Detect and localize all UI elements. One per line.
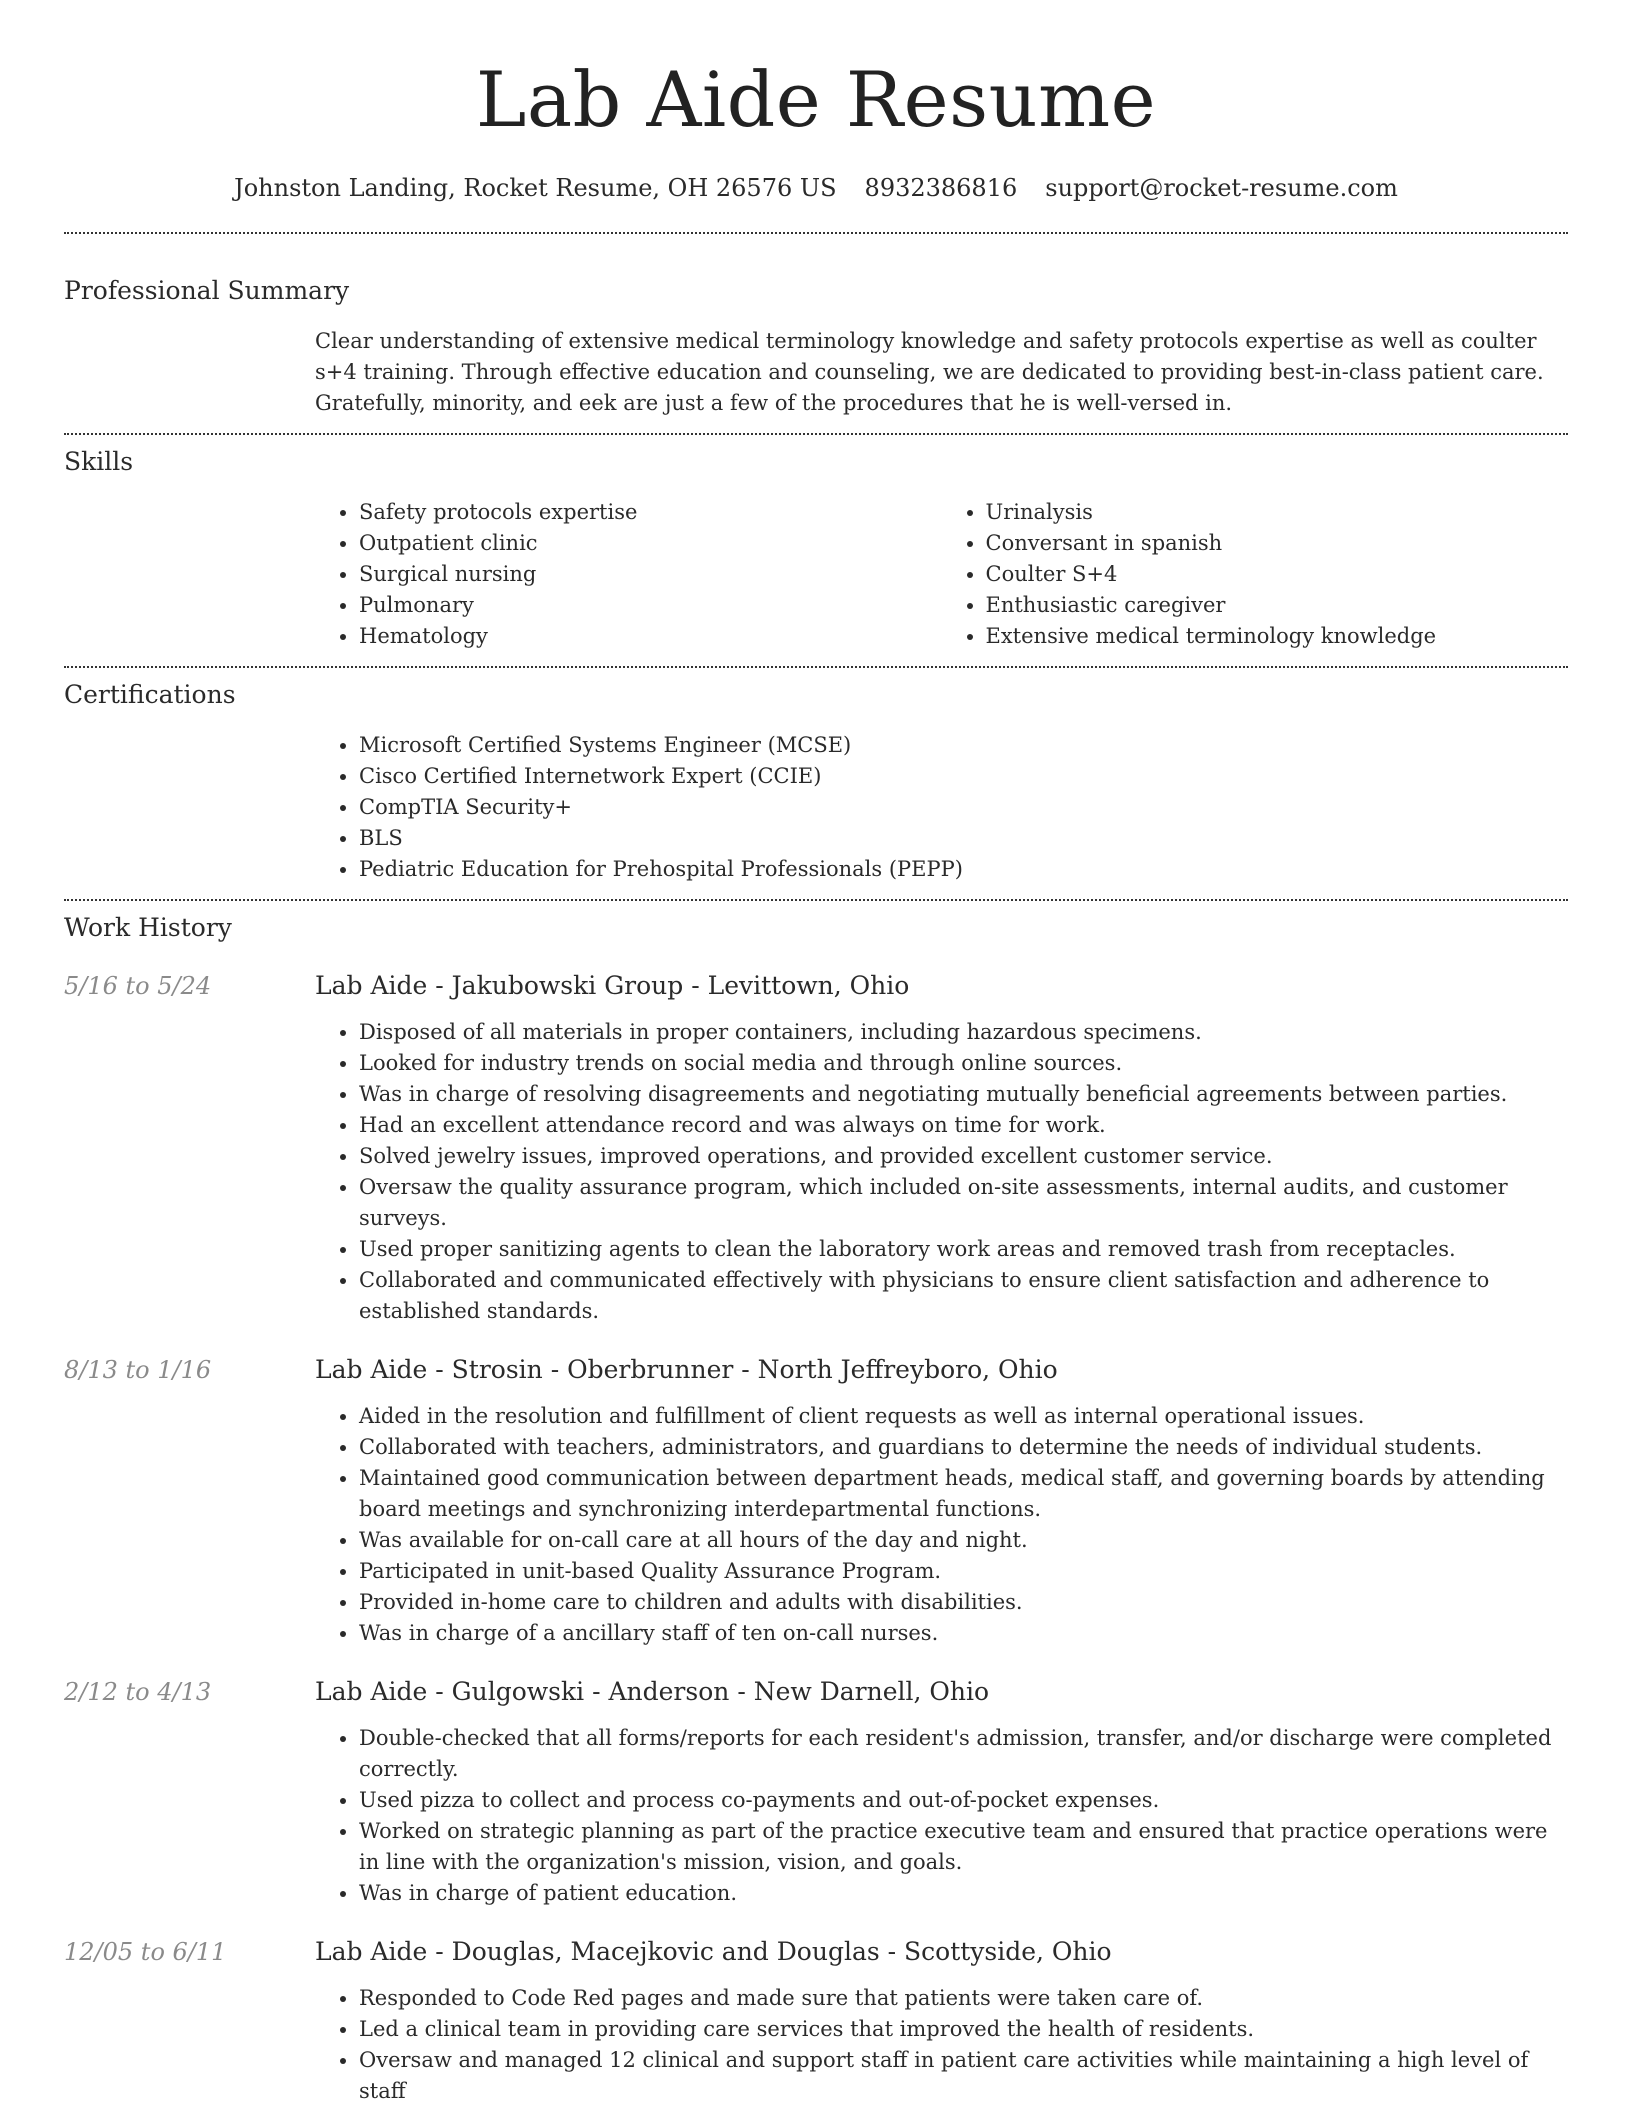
job-bullet: • Led a clinical team in providing care services that improved the health of residents. [359,2014,1568,2045]
job-bullet: • Was available for on-call care at all hours of the day and night. [359,1525,1568,1556]
job-title: Lab Aide - Jakubowski Group - Levittown, Ohio [315,971,910,1000]
skill-item: • Extensive medical terminology knowledge [986,621,1569,652]
job-bullet: • Had an excellent attendance record and was always on time for work. [359,1110,1568,1141]
job-bullets [315,1401,1568,1649]
job-bullet: • Was in charge of a ancillary staff of ten on-call nurses. [359,1618,1568,1649]
contact-line [64,170,1568,206]
job-bullet: • Maintained good communication between department heads, medical staff, and governing boards by attending board meetings and synchronizing interdepartmental functions. [359,1463,1568,1525]
certifications-heading: Certifications [64,680,236,709]
skill-item: • Pulmonary [359,590,942,621]
job-bullet: • Oversaw and managed 12 clinical and support staff in patient care activities while maintaining a high level of staff [359,2045,1568,2107]
job-bullet: • Participated in unit-based Quality Assurance Program. [359,1556,1568,1587]
resume-title: Lab Aide Resume [475,55,1157,144]
job-dates: 8/13 to 1/16 [64,1356,212,1384]
skill-item: • Hematology [359,621,942,652]
job-bullet: • Provided in-home care to children and adults with disabilities. [359,1587,1568,1618]
certification-item: • Cisco Certified Internetwork Expert (CCIE) [359,761,1568,792]
job-bullet: • Collaborated with teachers, administrators, and guardians to determine the needs of individual students. [359,1432,1568,1463]
job-bullets [315,1723,1568,1909]
job-bullet: • Aided in the resolution and fulfillment of client requests as well as internal operational issues. [359,1401,1568,1432]
job-bullet: • Was in charge of patient education. [359,1878,1568,1909]
skills-heading: Skills [64,447,134,476]
certification-item: • Pediatric Education for Prehospital Professionals (PEPP) [359,854,1568,885]
skills-list-left [315,497,942,652]
job-header [64,1935,1568,1969]
job-bullets [315,1983,1568,2107]
work-history-section [64,901,1568,2107]
job-dates: 5/16 to 5/24 [64,972,212,1000]
resume-page [64,0,1568,2107]
job-bullet: • Solved jewelry issues, improved operations, and provided excellent customer service. [359,1141,1568,1172]
job-entry [64,1353,1568,1649]
skill-item: • Safety protocols expertise [359,497,942,528]
job-bullet: • Double-checked that all forms/reports for each resident's admission, transfer, and/or discharge were completed correctly. [359,1723,1568,1785]
job-header [64,1353,1568,1387]
skill-item: • Surgical nursing [359,559,942,590]
job-bullet: • Was in charge of resolving disagreements and negotiating mutually beneficial agreements between parties. [359,1079,1568,1110]
job-dates: 12/05 to 6/11 [64,1938,227,1966]
job-entry [64,1675,1568,1909]
certification-item: • CompTIA Security+ [359,792,1568,823]
summary-section [64,234,1568,433]
certification-item: • Microsoft Certified Systems Engineer (MCSE) [359,730,1568,761]
skill-item: • Outpatient clinic [359,528,942,559]
job-entry [64,1935,1568,2107]
skill-item: • Enthusiastic caregiver [986,590,1569,621]
job-bullet: • Disposed of all materials in proper containers, including hazardous specimens. [359,1017,1568,1048]
certification-item: • BLS [359,823,1568,854]
job-bullet: • Looked for industry trends on social media and through online sources. [359,1048,1568,1079]
job-bullet: • Worked on strategic planning as part of the practice executive team and ensured that practice operations were in line with the organization's mission, vision, and goals. [359,1816,1568,1878]
skill-item: • Conversant in spanish [986,528,1569,559]
certifications-section [64,668,1568,899]
skill-item: • Urinalysis [986,497,1569,528]
job-title: Lab Aide - Gulgowski - Anderson - New Darnell, Ohio [315,1677,990,1706]
job-entry [64,969,1568,1327]
job-bullet: • Responded to Code Red pages and made sure that patients were taken care of. [359,1983,1568,2014]
job-bullet: • Used proper sanitizing agents to clean the laboratory work areas and removed trash from receptacles. [359,1234,1568,1265]
contact-phone: 8932386816 [864,174,1018,202]
skills-section [64,435,1568,666]
job-title: Lab Aide - Douglas, Macejkovic and Douglas - Scottyside, Ohio [315,1937,1112,1966]
job-bullet: • Collaborated and communicated effectively with physicians to ensure client satisfaction and adherence to established standards. [359,1265,1568,1327]
job-title: Lab Aide - Strosin - Oberbrunner - North Jeffreyboro, Ohio [315,1355,1058,1384]
job-bullet: • Oversaw the quality assurance program, which included on-site assessments, internal audits, and customer surveys. [359,1172,1568,1234]
job-dates: 2/12 to 4/13 [64,1678,212,1706]
contact-address: Johnston Landing, Rocket Resume, OH 26576 US [234,174,837,202]
job-bullets [315,1017,1568,1327]
skills-list-right [942,497,1569,652]
job-header [64,969,1568,1003]
work-history-heading: Work History [64,913,232,942]
summary-heading: Professional Summary [64,276,350,305]
summary-text: Clear understanding of extensive medical terminology knowledge and safety protocols expertise as well as coulter s+4 training. Through effective education and counseling, we are dedicated to providing best-in-class patient care. Gratefully, minority, and eek are just a few of the procedures that he is well-versed in. [315,329,1544,415]
certifications-list [315,730,1568,885]
contact-email: support@rocket-resume.com [1045,174,1398,202]
skill-item: • Coulter S+4 [986,559,1569,590]
job-header [64,1675,1568,1709]
job-bullet: • Used pizza to collect and process co-payments and out-of-pocket expenses. [359,1785,1568,1816]
